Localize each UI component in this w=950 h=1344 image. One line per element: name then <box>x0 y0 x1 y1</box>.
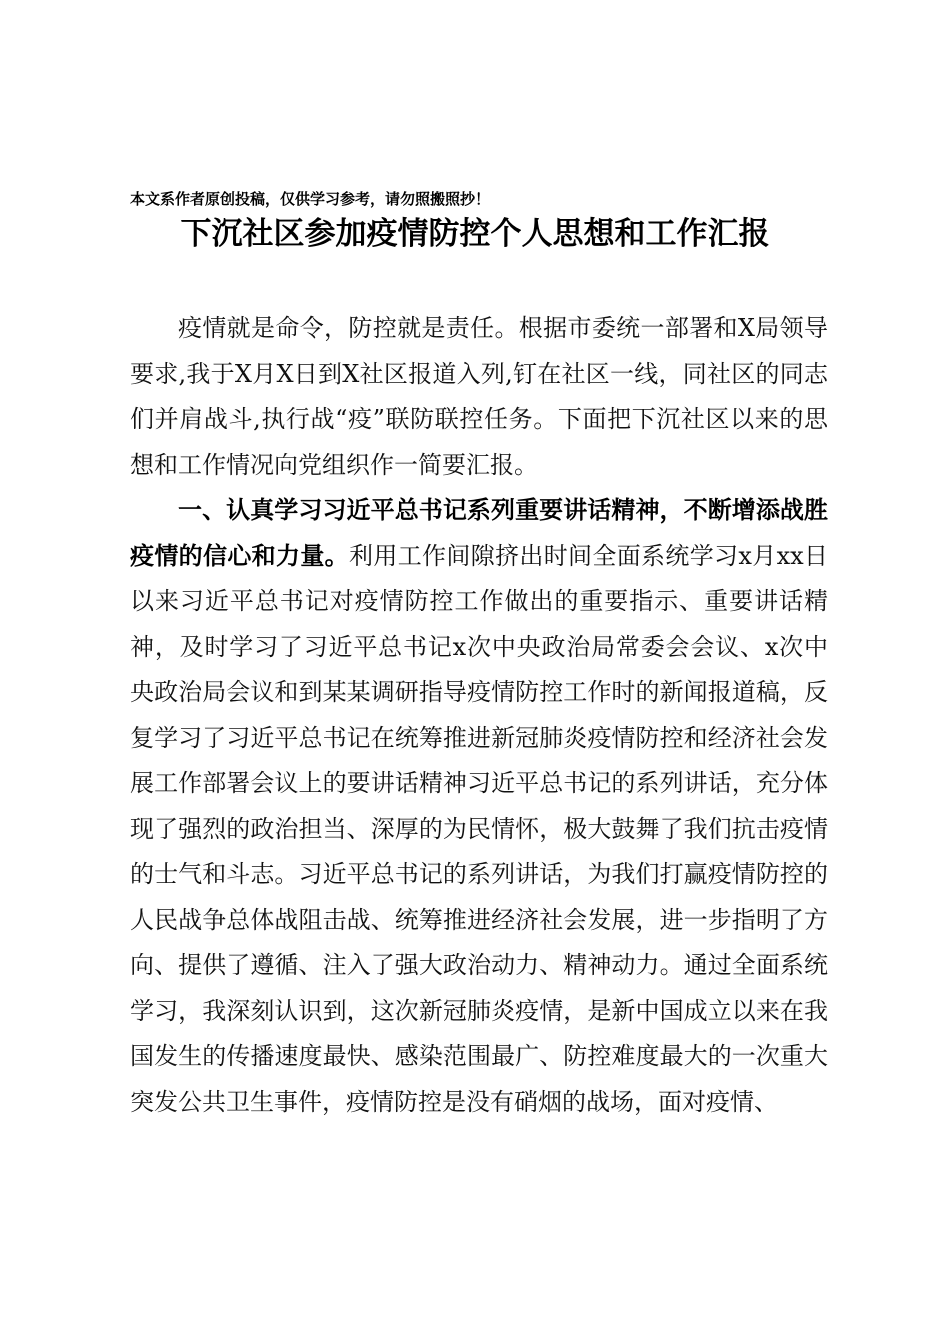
paragraph-text: 利用工作间隙挤出时间全面系统学习x月xx日以来习近平总书记对疫情防控工作做出的重要指示、重要讲话精神，及时学习了习近平总书记x次中央政治局常委会会议、x次中央政治局会议和到某某调研指导疫情防控工作时的新闻报道稿，反复学习了习近平总书记在统筹推进新冠肺炎疫情防控和经济社会发展工作部署会议上的要讲话精神习近平总书记的系列讲话，充分体现了强烈的政治担当、深厚的为民情怀，极大鼓舞了我们抗击疫情的士气和斗志。习近平总书记的系列讲话，为我们打赢疫情防控的人民战争总体战阻击战、统筹推进经济社会发展，进一步指明了方向、提供了遵循、注入了强大政治动力、精神动力。通过全面系统学习，我深刻认识到，这次新冠肺炎疫情，是新中国成立以来在我国发生的传播速度最快、感染范围最广、防控难度最大的一次重大突发公共卫生事件，疫情防控是没有硝烟的战场，面对疫情、 <box>130 541 829 1116</box>
paragraph-intro <box>130 306 828 488</box>
paragraph-text: 疫情就是命令，防控就是责任。根据市委统一部署和X局领导要求,我于X月X日到X社区报道入列,钉在社区一线，同社区的同志们并肩战斗,执行战“疫”联防联控任务。下面把下沉社区以来的思想和工作情况向党组织作一简要汇报。 <box>130 314 828 479</box>
document-body <box>130 306 828 1125</box>
copyright-notice: 本文系作者原创投稿，仅供学习参考，请勿照搬照抄！ <box>130 190 491 208</box>
section-heading: 一、认真学习习近平总书记系列重要讲话精神，不断增添战胜疫情的信心和力量。 <box>130 496 828 570</box>
document-title: 下沉社区参加疫情防控个人思想和工作汇报 <box>180 216 770 252</box>
paragraph-section-1 <box>130 488 828 1125</box>
